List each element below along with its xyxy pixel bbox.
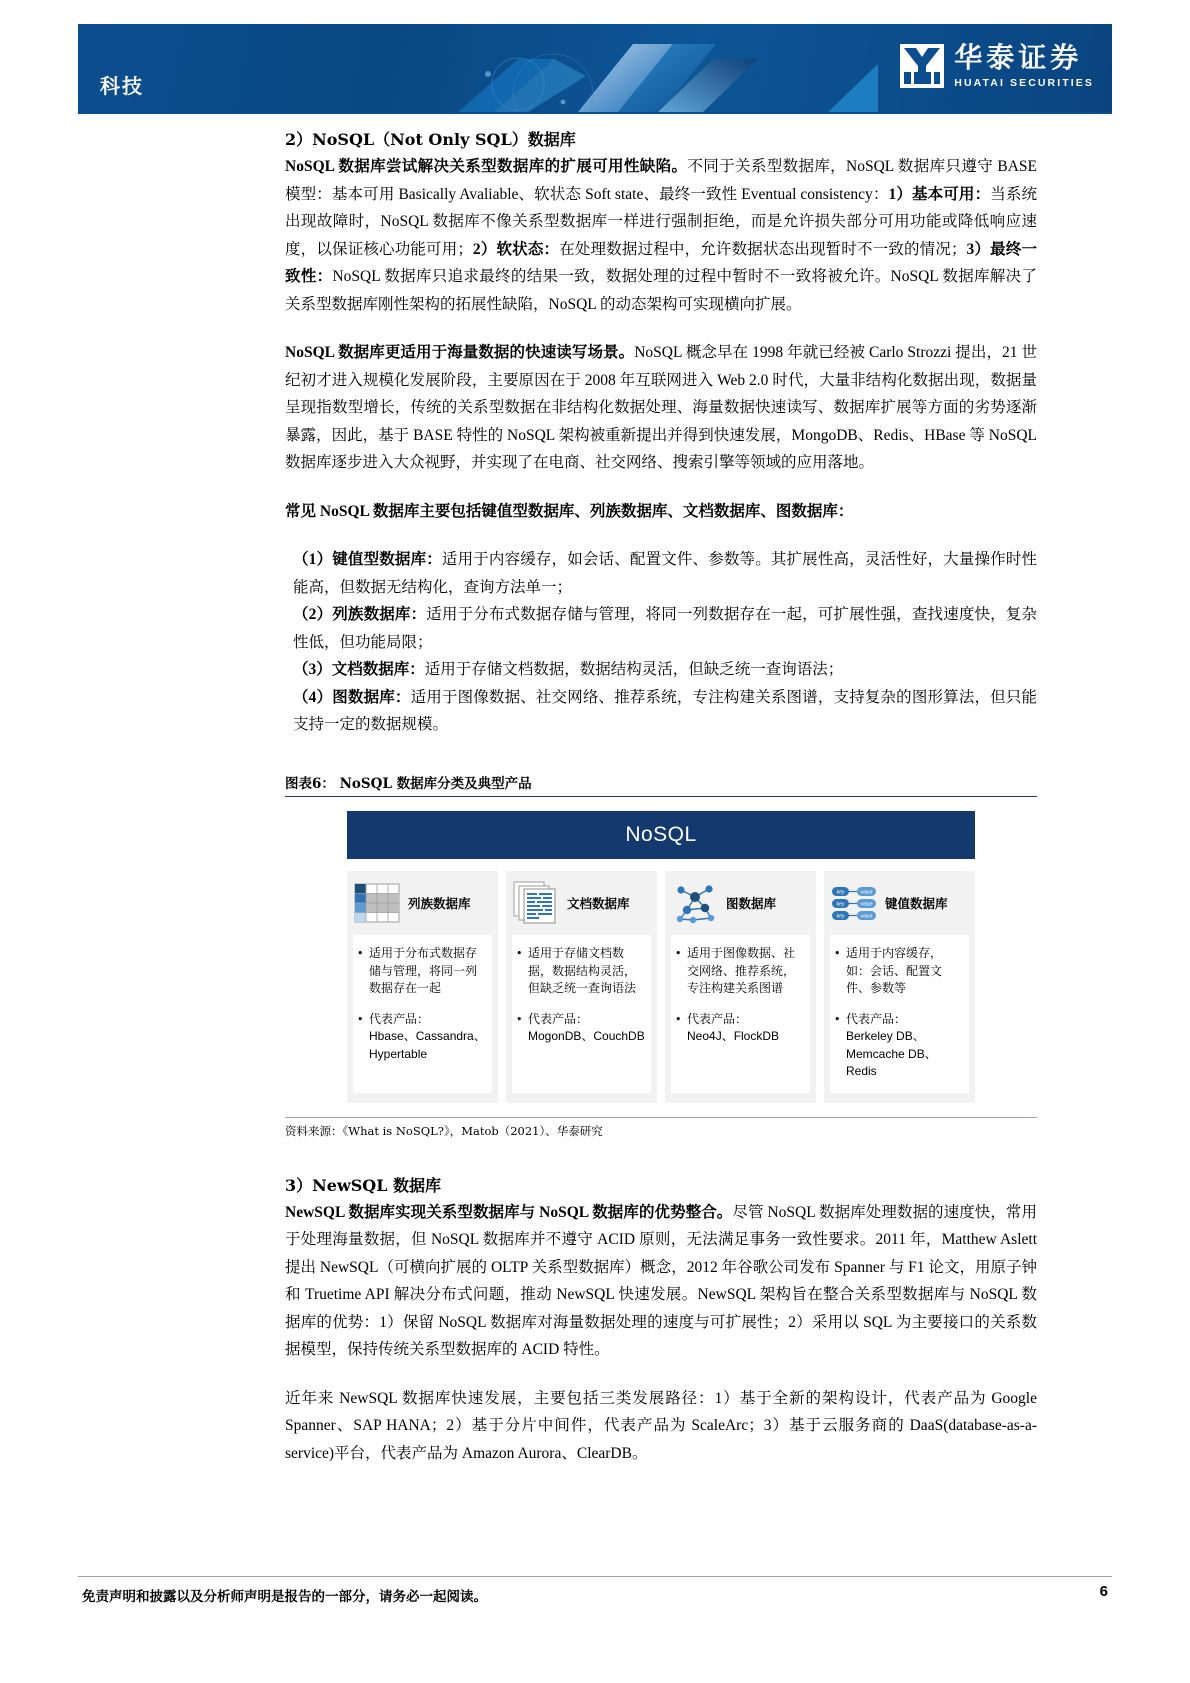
list-label-4: （4）图数据库： [293,688,411,706]
graph-nodes-icon [671,880,719,926]
bullet-dot-icon: • [516,1012,523,1026]
logo-mark-icon [900,44,944,88]
section-heading-nosql: 2）NoSQL（Not Only SQL）数据库 [285,130,576,149]
card-column-family [347,871,498,1103]
list-text-3: 适用于存储文档数据，数据结构灵活，但缺乏统一查询语法； [424,661,844,678]
card-desc: 适用于分布式数据存储与管理，将同一列数据存在一起 [369,946,478,995]
list-text-4: 适用于图像数据、社交网络、推荐系统，专注构建关系图谱，支持复杂的图形算法，但只能支持一定的数据规模。 [293,688,1037,733]
card-body [830,935,969,1093]
card-desc: 适用于图像数据、社交网络、推荐系统，专注构建关系图谱 [687,946,796,995]
bullet-dot-icon: • [357,1012,364,1026]
p2-rest: NoSQL 概念早在 1998 年就已经被 Carlo Strozzi 提出，21 世纪初才进入规模化发展阶段，主要原因在于 2008 年互联网进入 Web 2.0 时代，大量非结构化数据出现，数据量呈现指数型增长，传统的关系型数据在非结构化数据处理、海量数据快速读写、数据库扩展等方面的劣势逐渐暴露，因此，基于 BASE 特性的 NoSQL 架构被重新提出并得到快速发展，MongoDB、Redis、HBase 等 NoSQL 数据库逐步进入大众视野，并实现了在电商、社交网络、搜索引擎等领域的应用落地。 [285,344,1037,471]
list-text-1: 适用于内容缓存，如会话、配置文件、参数等。其扩展性高，灵活性好，大量操作时性能高，但数据无结构化，查询方法单一； [293,551,1037,596]
column-table-icon [353,880,401,926]
p1-rest-3: 在处理数据过程中，允许数据状态出现暂时不一致的情况； [559,240,967,258]
page-header [78,24,1112,112]
p1-rest-4: NoSQL 数据库只追求最终的结果一致，数据处理的过程中暂时不一致将被允许。NoSQL 数据库解决了关系型数据库刚性架构的拓展性缺陷，NoSQL 的动态架构可实现横向扩展。 [285,268,1037,313]
footer-rule [78,1576,1112,1577]
section-heading-newsql: 3）NewSQL 数据库 [285,1175,442,1195]
bullet-dot-icon: • [834,947,841,960]
svg-text:value: value [860,901,873,908]
list-item-document [285,656,1037,684]
card-products-label: 代表产品： [846,1011,907,1026]
card-header [506,871,657,935]
card-bullet-desc [357,945,486,998]
card-body [512,935,651,1093]
p1-bold-lead: NoSQL 数据库尝试解决关系型数据库的扩展可用性缺陷。 [285,158,688,175]
card-bullet-products [516,1011,645,1046]
list-item-column [285,601,1037,656]
card-body [353,935,492,1093]
key-value-icon [830,880,878,926]
card-title: 列族数据库 [408,895,471,911]
paragraph-nosql-types-heading: 常见 NoSQL 数据库主要包括键值型数据库、列族数据库、文档数据库、图数据库： [285,502,854,520]
figure-caption: 图表6： NoSQL 数据库分类及典型产品 [285,775,532,792]
footer-disclaimer: 免责声明和披露以及分析师声明是报告的一部分，请务必一起阅读。 [82,1589,487,1605]
header-underline [78,112,1112,114]
p1-bold-3: 2）软状态： [472,240,560,258]
card-title: 图数据库 [726,895,777,911]
paragraph-newsql-1 [285,1199,1037,1364]
page-number: 6 [1099,1583,1108,1600]
card-body [671,935,810,1093]
documents-icon [512,880,560,926]
p1-bold-4: 3）最终一致性： [285,240,1037,285]
paragraph-nosql-history [285,339,1037,477]
list-text-2: 适用于分布式数据存储与管理，将同一列数据存在一起，可扩展性强，查找速度快，复杂性低，但功能局限； [293,606,1037,651]
svg-text:key: key [836,913,845,920]
p1-rest-2: 当系统出现故障时，NoSQL 数据库不像关系型数据库一样进行强制拒绝，而是允许损失部分可用功能或降低响应速度，以保证核心功能可用； [285,185,1037,258]
card-products: Berkeley DB、Memcache DB、Redis [846,1029,937,1078]
card-header [824,871,975,935]
p2-bold-lead: NoSQL 数据库更适用于海量数据的快速读写场景。 [285,344,635,361]
card-products: Hbase、Cassandra、Hypertable [369,1029,486,1061]
logo-brand-cn: 华泰证券 [954,41,1083,74]
list-item-keyvalue [285,546,1037,601]
logo-brand-en: HUATAI SECURITIES [954,77,1094,89]
figure-graphic [347,811,975,1103]
list-label-1: （1）键值型数据库： [293,551,442,568]
card-products-label: 代表产品： [369,1011,430,1026]
figure-cards [347,871,975,1103]
card-desc: 适用于内容缓存，如：会话、配置文件、参数等 [846,946,943,995]
card-bullet-desc [516,945,645,998]
bullet-dot-icon: • [675,1012,682,1026]
card-bullet-products [834,1011,963,1081]
card-graph [665,871,816,1103]
figure-nosql-classification [285,772,1037,1139]
card-bullet-desc [675,945,804,998]
bullet-dot-icon: • [675,947,682,960]
svg-text:value: value [860,913,873,920]
figure-banner: NoSQL [347,811,975,859]
card-header [347,871,498,935]
list-item-graph [285,684,1037,739]
p1-rest: 不同于关系型数据库，NoSQL 数据库只遵守 BASE 模型：基本可用 Basically Avaliable、软状态 Soft state、最终一致性 Eventual consistency： [285,158,1037,203]
header-chevron-graphic [458,24,878,112]
bullet-dot-icon: • [357,947,364,960]
paragraph-newsql-2: 近年来 NewSQL 数据库快速发展，主要包括三类发展路径：1）基于全新的架构设计，代表产品为 Google Spanner、SAP HANA；2）基于分片中间件，代表产品为 ScaleArc；3）基于云服务商的 DaaS(database-as-a-service)平台，代表产品为 Amazon Aurora、ClearDB。 [285,1389,1037,1462]
card-bullet-products [675,1011,804,1046]
s3-rest: 尽管 NoSQL 数据库处理数据的速度快，常用于处理海量数据，但 NoSQL 数据库并不遵守 ACID 原则，无法满足事务一致性要求。2011 年，Matthew Aslett 提出 NewSQL（可横向扩展的 OLTP 关系型数据库）概念，2012 年谷歌公司发布 Spanner 与 F1 论文，用原子钟和 Truetime API 解决分布式问题，推动 NewSQL 快速发展。NewSQL 架构旨在整合关系型数据库与 NoSQL 数据库的优势：1）保留 NoSQL 数据库对海量数据处理的速度与可扩展性；2）采用以 SQL 为主要接口的关系数据模型，保持传统关系型数据库的 ACID 特性。 [285,1203,1037,1358]
svg-text:key: key [836,889,845,896]
card-bullet-desc [834,945,963,998]
list-label-2: （2）列族数据库： [293,606,427,623]
huatai-logo [900,41,1094,89]
card-key-value [824,871,975,1103]
s3-bold-lead: NewSQL 数据库实现关系型数据库与 NoSQL 数据库的优势整合。 [285,1203,733,1221]
figure-source: 资料来源：《What is NoSQL?》，Matob（2021）、华泰研究 [285,1117,1037,1139]
card-title: 文档数据库 [567,895,630,911]
list-label-3: （3）文档数据库： [293,661,425,678]
document-body [285,126,1037,1467]
bullet-dot-icon: • [516,947,523,960]
card-title: 键值数据库 [885,895,948,911]
card-products: MogonDB、CouchDB [528,1029,645,1043]
card-products-label: 代表产品： [528,1011,589,1026]
card-products-label: 代表产品： [687,1011,748,1026]
card-bullet-products [357,1011,486,1064]
card-desc: 适用于存储文档数据，数据结构灵活，但缺乏统一查询语法 [528,946,637,995]
card-document [506,871,657,1103]
figure-caption-rule [285,796,1037,798]
sector-label: 科技 [100,74,144,98]
paragraph-nosql-base [285,153,1037,318]
p1-bold-2: 1）基本可用： [888,185,991,203]
svg-text:key: key [836,901,845,908]
svg-text:value: value [860,889,873,896]
card-header [665,871,816,935]
card-products: Neo4J、FlockDB [687,1029,780,1043]
bullet-dot-icon: • [834,1012,841,1026]
